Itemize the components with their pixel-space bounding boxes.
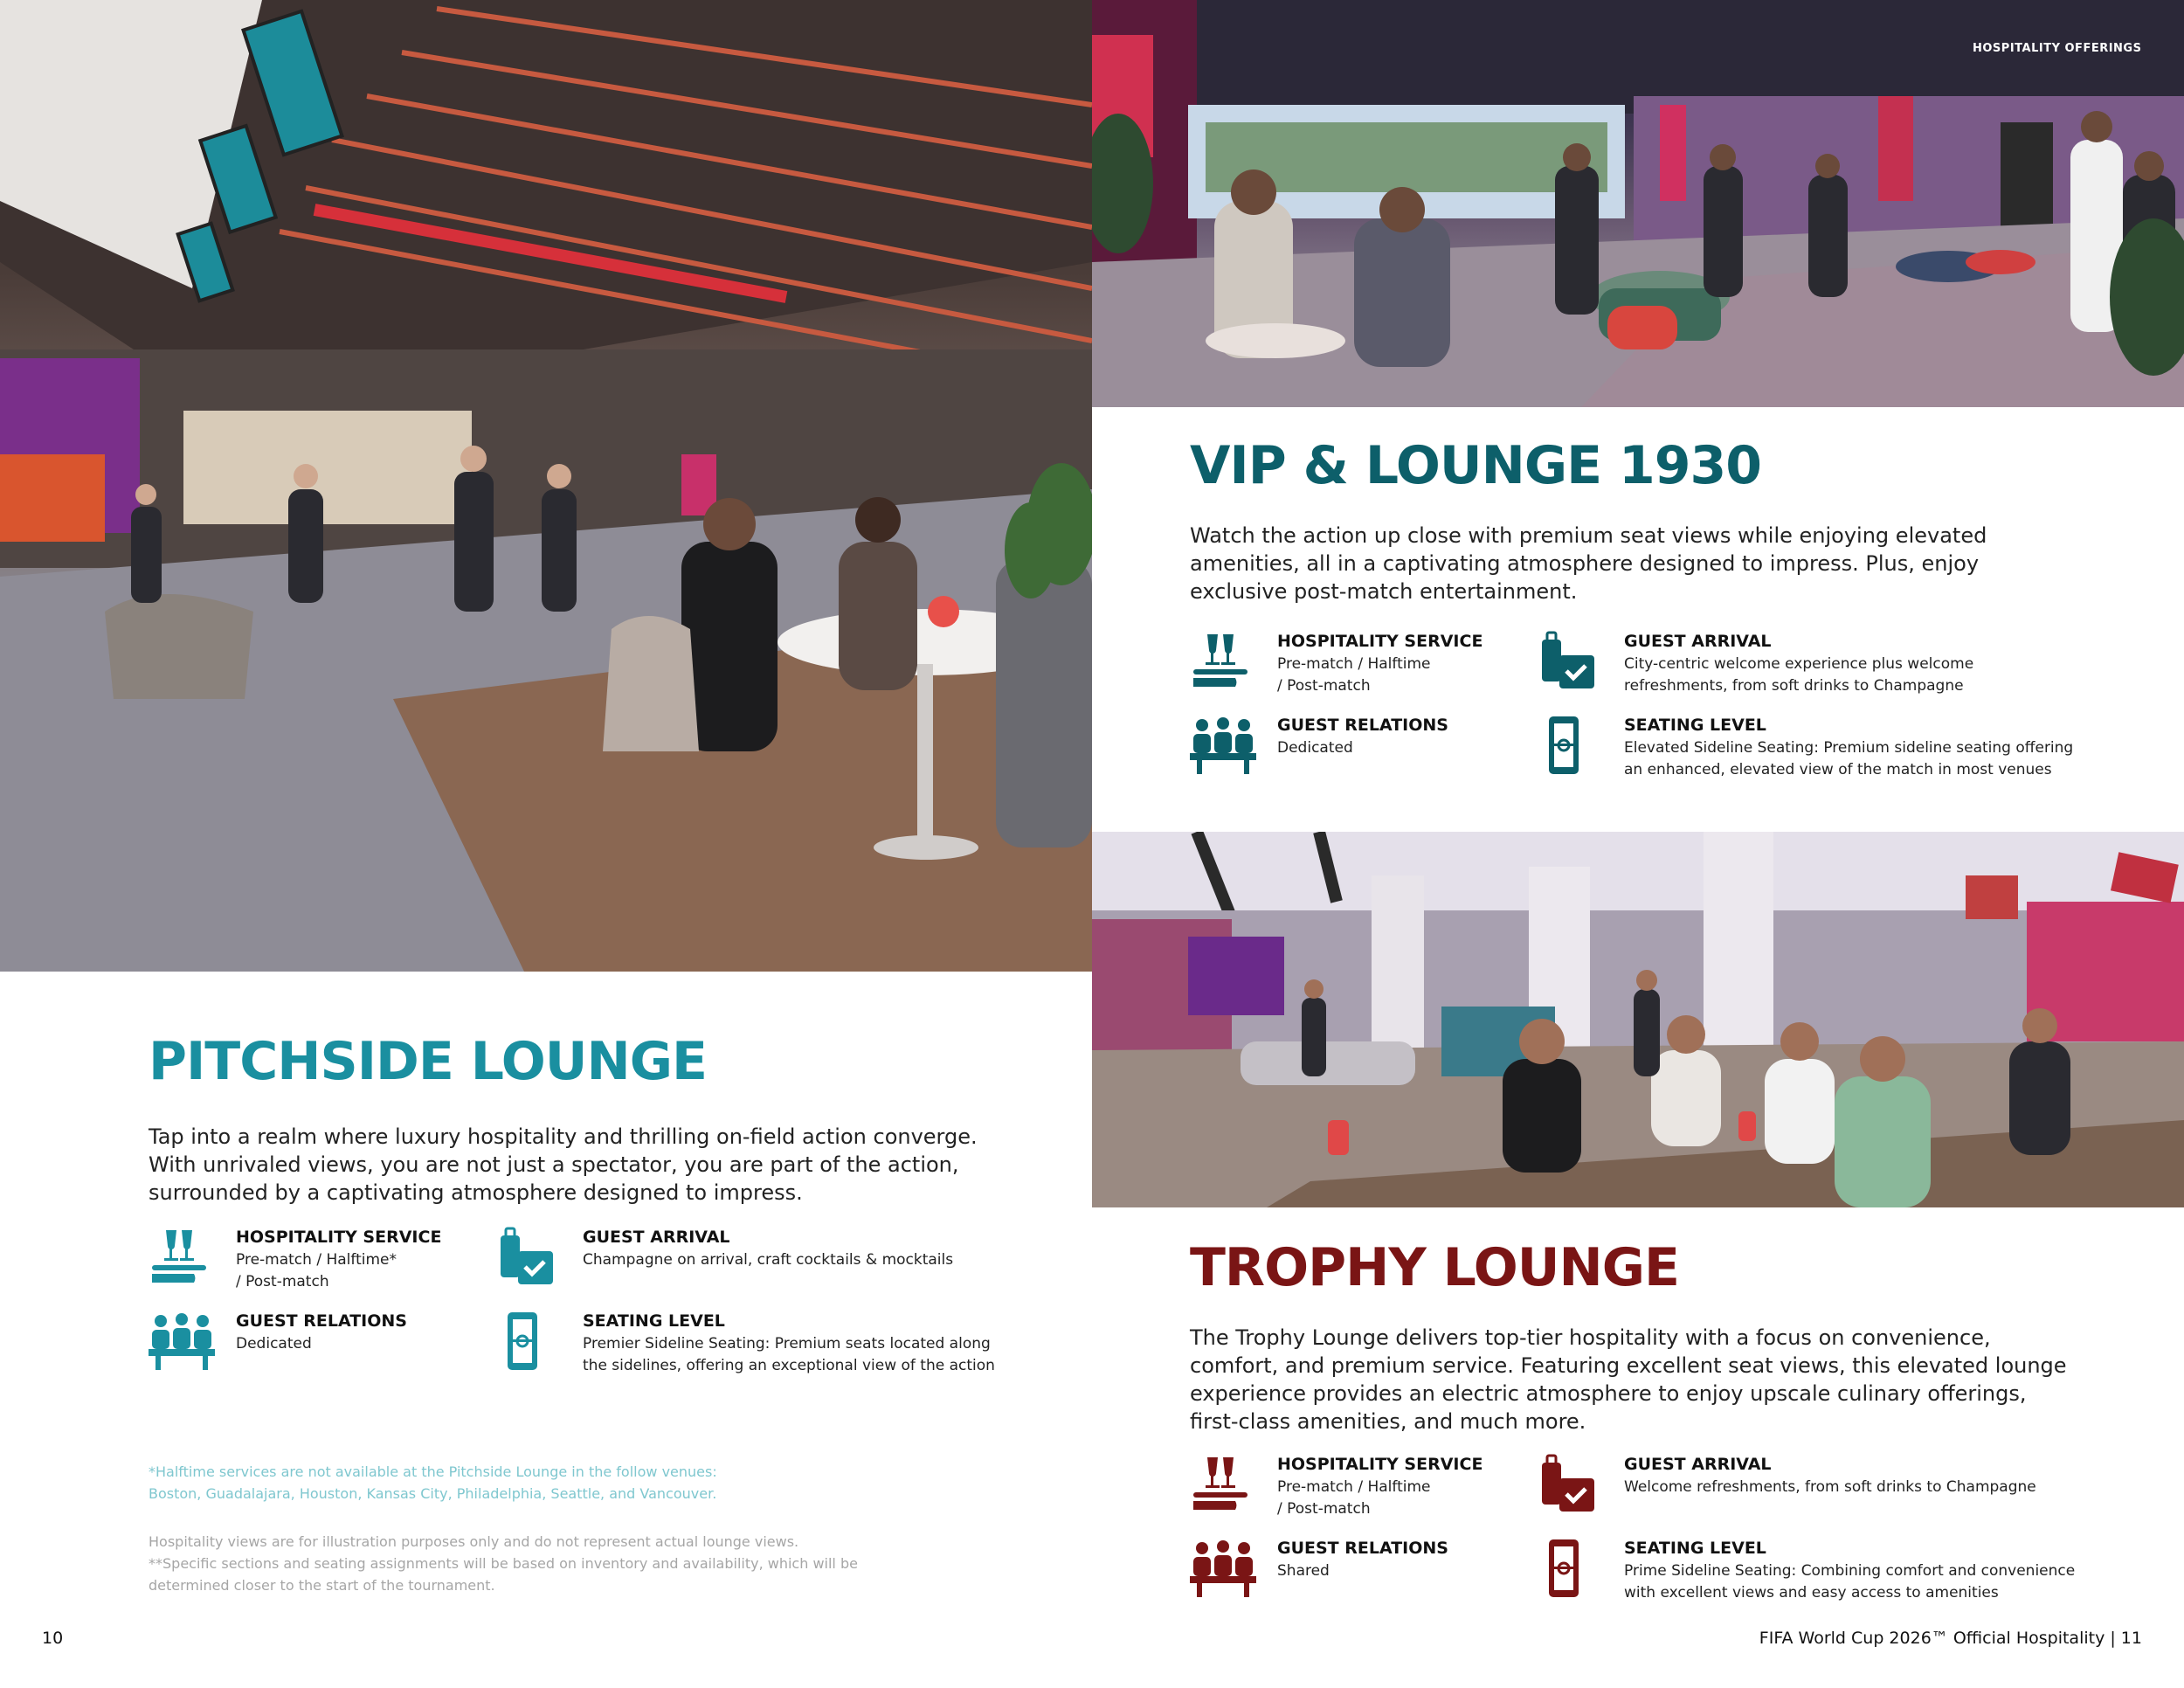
- vip-description-line: exclusive post-match entertainment.: [1190, 579, 1578, 604]
- champagne-tray-icon: [1190, 631, 1260, 694]
- feature-detail: with excellent views and easy access to amenities: [1624, 1584, 1999, 1602]
- feature-heading: SEATING LEVEL: [1624, 716, 1766, 735]
- feature-detail: refreshments, from soft drinks to Champagne: [1624, 677, 1964, 695]
- champagne-tray-icon: [149, 1227, 218, 1290]
- champagne-tray-icon: [1190, 1454, 1260, 1517]
- pitch-seat-icon: [495, 1311, 565, 1373]
- luggage-check-icon: [495, 1227, 565, 1290]
- feature-detail: Elevated Sideline Seating: Premium sideline seating offering: [1624, 739, 2074, 757]
- vip-description-line: amenities, all in a captivating atmosphere designed to impress. Plus, enjoy: [1190, 551, 1980, 576]
- pitchside-lounge-photo: [0, 0, 1092, 972]
- group-meeting-icon: [149, 1311, 218, 1373]
- feature-detail: Champagne on arrival, craft cocktails & mocktails: [583, 1251, 954, 1269]
- trophy-description-line: The Trophy Lounge delivers top-tier hospitality with a focus on convenience,: [1190, 1325, 1991, 1350]
- pitchside-lounge-illustration: [0, 0, 1092, 972]
- trophy-description: [1190, 1324, 2067, 1435]
- feature-heading: GUEST ARRIVAL: [1624, 1455, 1772, 1474]
- feature-detail: Prime Sideline Seating: Combining comfort and convenience: [1624, 1562, 2076, 1580]
- feature-heading: GUEST ARRIVAL: [1624, 632, 1772, 651]
- feature-detail: an enhanced, elevated view of the match in most venues: [1624, 761, 2052, 778]
- trophy-lounge-photo: [1092, 832, 2184, 1207]
- group-meeting-icon: [1190, 715, 1260, 778]
- feature-heading: GUEST ARRIVAL: [583, 1228, 730, 1247]
- pitch-seat-icon: [1537, 715, 1607, 778]
- running-head: HOSPITALITY OFFERINGS: [1973, 42, 2142, 55]
- right-footer-text: FIFA World Cup 2026™ Official Hospitality | 11: [1759, 1629, 2142, 1648]
- vip-lounge-illustration: [1092, 0, 2184, 407]
- feature-detail: / Post-match: [1277, 677, 1371, 695]
- feature-detail: City-centric welcome experience plus welcome: [1624, 655, 1974, 673]
- feature-heading: GUEST RELATIONS: [1277, 716, 1448, 735]
- pitch-seat-icon: [1537, 1538, 1607, 1601]
- trophy-description-line: comfort, and premium service. Featuring excellent seat views, this elevated lounge: [1190, 1353, 2067, 1378]
- feature-detail: Pre-match / Halftime: [1277, 655, 1431, 673]
- feature-detail: Welcome refreshments, from soft drinks to Champagne: [1624, 1478, 2036, 1496]
- feature-heading: HOSPITALITY SERVICE: [1277, 1455, 1483, 1474]
- feature-detail: / Post-match: [1277, 1500, 1371, 1518]
- feature-detail: Pre-match / Halftime*: [236, 1251, 397, 1269]
- trophy-lounge-illustration: [1092, 832, 2184, 1207]
- feature-detail: the sidelines, offering an exceptional view of the action: [583, 1357, 995, 1374]
- feature-heading: HOSPITALITY SERVICE: [236, 1228, 442, 1247]
- feature-detail: Shared: [1277, 1562, 1330, 1580]
- pitchside-title: PITCHSIDE LOUNGE: [149, 1031, 707, 1092]
- disclaimer-line: determined closer to the start of the tournament.: [149, 1577, 495, 1594]
- feature-detail: Dedicated: [1277, 739, 1353, 757]
- feature-heading: SEATING LEVEL: [1624, 1539, 1766, 1558]
- group-meeting-icon: [1190, 1538, 1260, 1601]
- trophy-description-line: first-class amenities, and much more.: [1190, 1409, 1586, 1434]
- pitchside-description-line: Tap into a realm where luxury hospitality and thrilling on-field action converge.: [149, 1124, 978, 1149]
- left-page-number: 10: [42, 1629, 64, 1648]
- vip-description-line: Watch the action up close with premium seat views while enjoying elevated: [1190, 523, 1987, 548]
- feature-detail: Dedicated: [236, 1335, 312, 1352]
- pitchside-description-line: surrounded by a captivating atmosphere designed to impress.: [149, 1180, 803, 1205]
- feature-detail: Pre-match / Halftime: [1277, 1478, 1431, 1496]
- pitchside-description-line: With unrivaled views, you are not just a spectator, you are part of the action,: [149, 1152, 959, 1177]
- feature-heading: HOSPITALITY SERVICE: [1277, 632, 1483, 651]
- vip-lounge-photo: [1092, 0, 2184, 407]
- halftime-footnote-line: Boston, Guadalajara, Houston, Kansas City, Philadelphia, Seattle, and Vancouver.: [149, 1485, 717, 1502]
- luggage-check-icon: [1537, 631, 1607, 694]
- vip-title: VIP & LOUNGE 1930: [1190, 435, 1761, 496]
- feature-heading: SEATING LEVEL: [583, 1311, 725, 1331]
- halftime-footnote-line: *Halftime services are not available at the Pitchside Lounge in the follow venues:: [149, 1463, 717, 1480]
- disclaimer-line: **Specific sections and seating assignments will be based on inventory and availability, which will be: [149, 1555, 858, 1572]
- feature-detail: / Post-match: [236, 1273, 329, 1290]
- disclaimer-line: Hospitality views are for illustration purposes only and do not represent actual lounge views.: [149, 1533, 799, 1550]
- pitchside-description: [149, 1123, 978, 1207]
- vip-description: [1190, 522, 1987, 605]
- trophy-description-line: experience provides an electric atmosphere to enjoy upscale culinary offerings,: [1190, 1381, 2027, 1406]
- trophy-title: TROPHY LOUNGE: [1190, 1237, 1679, 1298]
- luggage-check-icon: [1537, 1454, 1607, 1517]
- feature-heading: GUEST RELATIONS: [236, 1311, 407, 1331]
- feature-detail: Premier Sideline Seating: Premium seats located along: [583, 1335, 991, 1352]
- feature-heading: GUEST RELATIONS: [1277, 1539, 1448, 1558]
